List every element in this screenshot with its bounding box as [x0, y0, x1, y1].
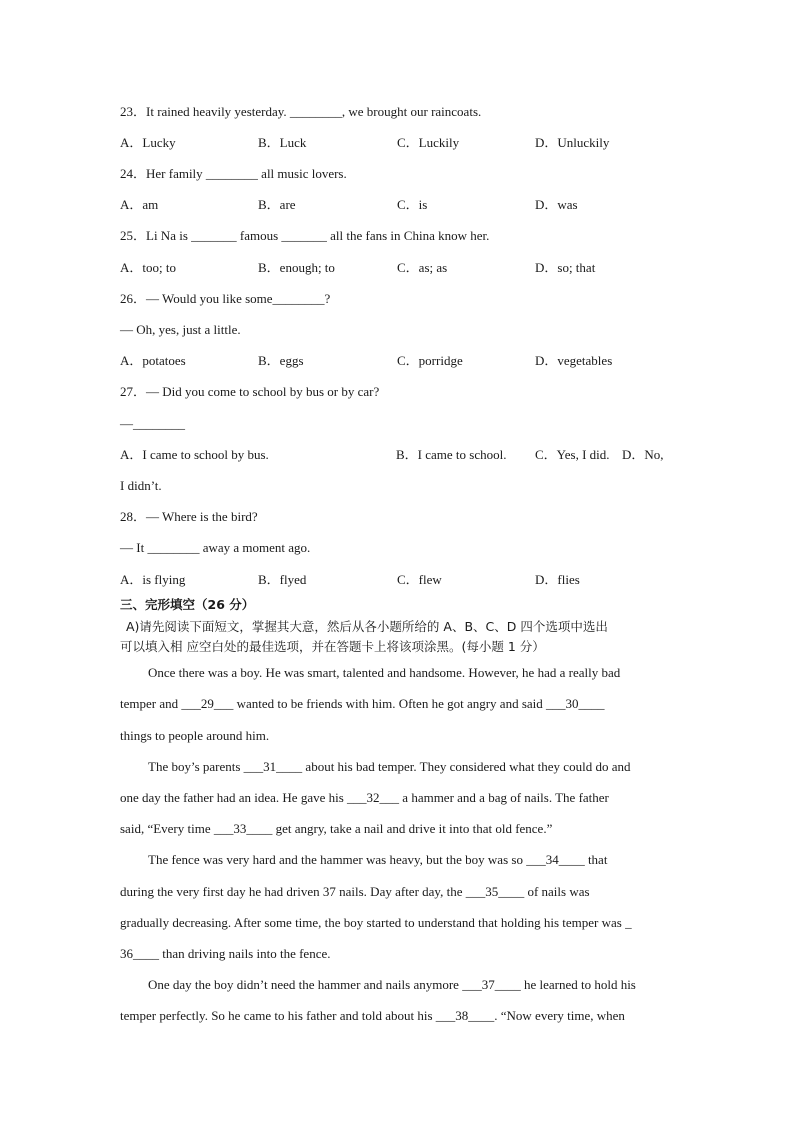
option-b[interactable]: B．flyed	[258, 572, 307, 587]
option-c[interactable]: C．Yes, I did.	[535, 447, 610, 462]
option-a[interactable]: A．am	[120, 197, 159, 212]
question-stem: 28．— Where is the bird?	[120, 509, 258, 524]
option-d[interactable]: D．so; that	[535, 260, 596, 275]
question-stem: 24．Her family ________ all music lovers.	[120, 166, 347, 181]
option-c[interactable]: C．flew	[397, 572, 442, 587]
option-d[interactable]: D．was	[535, 197, 578, 212]
option-b[interactable]: B．eggs	[258, 353, 304, 368]
option-d[interactable]: D．vegetables	[535, 353, 613, 368]
option-a[interactable]: A．Lucky	[120, 135, 176, 150]
passage-line: Once there was a boy. He was smart, talented and handsome. However, he had a really bad	[148, 665, 621, 680]
section-instruction: A)请先阅读下面短文，掌握其大意，然后从各小题所给的 A、B、C、D 四个选项中选出	[126, 619, 608, 634]
option-c[interactable]: C．porridge	[397, 353, 463, 368]
option-d[interactable]: D．No,	[622, 447, 664, 462]
section-instruction: 可以填入相 应空白处的最佳选项，并在答题卡上将该项涂黑。(每小题 1 分）	[120, 639, 545, 654]
passage-line: temper perfectly. So he came to his father and told about his ___38____. “Now every time, when	[120, 1008, 625, 1023]
dialogue-response: — Oh, yes, just a little.	[120, 322, 241, 337]
passage-line: during the very first day he had driven 37 nails. Day after day, the ___35____ of nails was	[120, 884, 590, 899]
passage-line: temper and ___29___ wanted to be friends with him. Often he got angry and said ___30____	[120, 696, 605, 711]
question-stem: 23．It rained heavily yesterday. ________, we brought our raincoats.	[120, 104, 482, 119]
passage-line: said, “Every time ___33____ get angry, take a nail and drive it into that old fence.”	[120, 821, 553, 836]
passage-line: things to people around him.	[120, 728, 270, 743]
passage-line: The boy’s parents ___31____ about his bad temper. They considered what they could do and	[148, 759, 631, 774]
option-a[interactable]: A．I came to school by bus.	[120, 447, 269, 462]
option-b[interactable]: B．I came to school.	[396, 447, 507, 462]
option-c[interactable]: C．is	[397, 197, 428, 212]
option-a[interactable]: A．potatoes	[120, 353, 186, 368]
dialogue-response: — It ________ away a moment ago.	[120, 540, 311, 555]
passage-line: The fence was very hard and the hammer was heavy, but the boy was so ___34____ that	[148, 852, 608, 867]
option-b[interactable]: B．enough; to	[258, 260, 335, 275]
option-b[interactable]: B．are	[258, 197, 296, 212]
option-d[interactable]: D．flies	[535, 572, 580, 587]
option-c[interactable]: C．as; as	[397, 260, 448, 275]
section-title: 三、完形填空（26 分）	[120, 597, 255, 612]
option-a[interactable]: A．is flying	[120, 572, 186, 587]
question-stem: 25．Li Na is _______ famous _______ all the fans in China know her.	[120, 228, 490, 243]
passage-line: 36____ than driving nails into the fence.	[120, 946, 331, 961]
dialogue-response: —________	[120, 416, 185, 431]
passage-line: One day the boy didn’t need the hammer and nails anymore ___37____ he learned to hold his	[148, 977, 636, 992]
passage-line: gradually decreasing. After some time, the boy started to understand that holding his temper was _	[120, 915, 632, 930]
option-b[interactable]: B．Luck	[258, 135, 307, 150]
option-d[interactable]: D．Unluckily	[535, 135, 610, 150]
option-c[interactable]: C．Luckily	[397, 135, 460, 150]
option-a[interactable]: A．too; to	[120, 260, 176, 275]
option-d-continued: I didn’t.	[120, 478, 162, 493]
question-stem: 26．— Would you like some________?	[120, 291, 331, 306]
question-stem: 27．— Did you come to school by bus or by car?	[120, 384, 380, 399]
passage-line: one day the father had an idea. He gave his ___32___ a hammer and a bag of nails. The father	[120, 790, 609, 805]
